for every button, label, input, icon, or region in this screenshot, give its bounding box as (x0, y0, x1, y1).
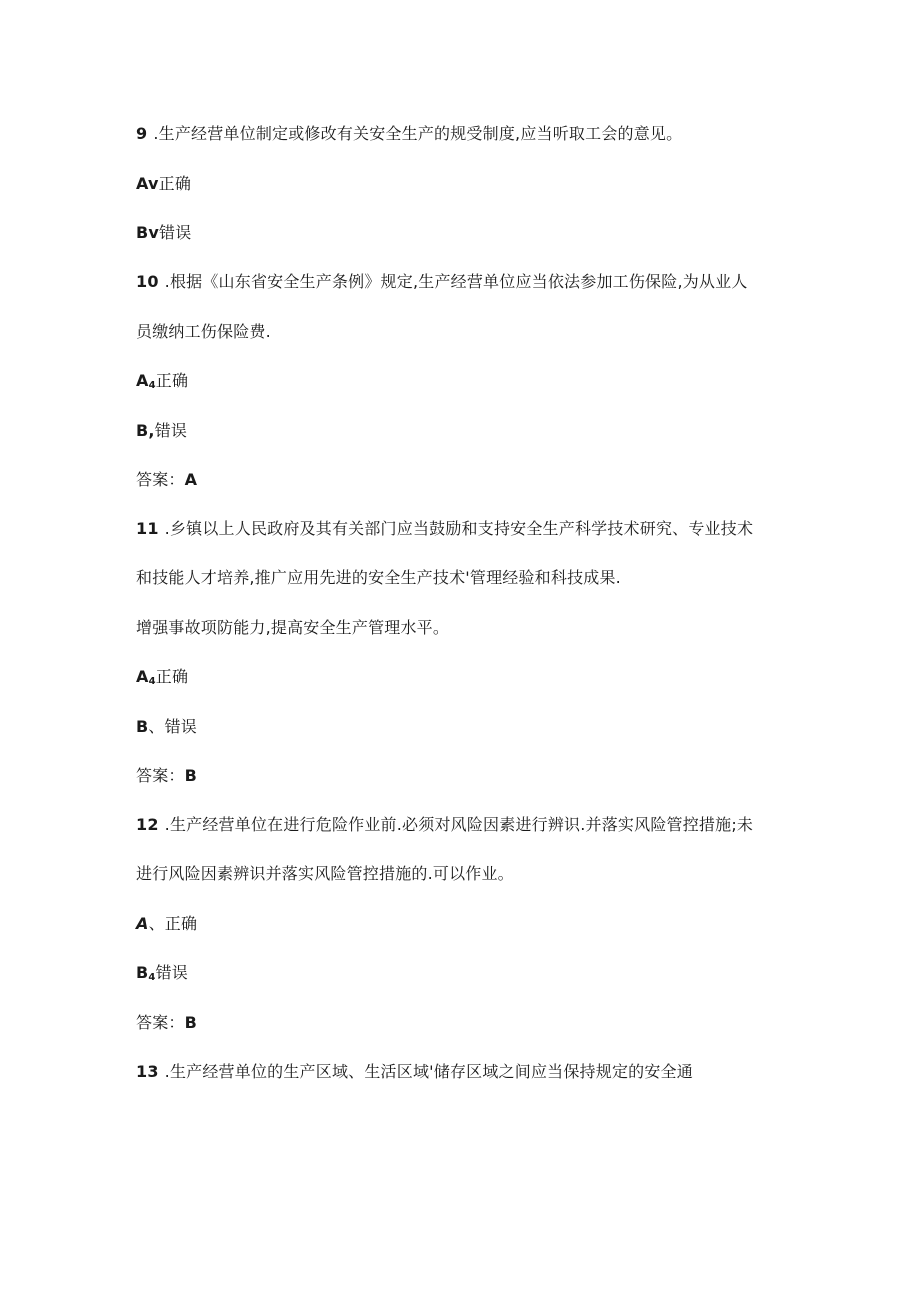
option-subscript: 4 (148, 972, 156, 983)
question-text: .生产经营单位在进行危险作业前.必须对风险因素进行辨识.并落实风险管控措施;未 (164, 815, 754, 834)
option-text: 、错误 (148, 717, 198, 736)
question-12 (136, 814, 753, 836)
option-a (136, 370, 188, 397)
question-text: .生产经营单位制定或修改有关安全生产的规受制度,应当听取工会的意见。 (153, 124, 683, 143)
question-number: 11 (136, 519, 159, 538)
question-number: 12 (136, 815, 159, 834)
option-a (136, 913, 197, 935)
question-text: 员缴纳工伤保险费. (136, 322, 271, 341)
question-text: 和技能人才培养,推广应用先进的安全生产技术'管理经验和科技成果. (136, 568, 621, 587)
option-letter: Av (136, 174, 159, 193)
option-letter: B (136, 717, 149, 736)
question-text: 进行风险因素辨识并落实风险管控措施的.可以作业。 (136, 864, 514, 883)
question-number: 9 (136, 124, 148, 143)
option-text: 错误 (155, 963, 188, 982)
question-text: .生产经营单位的生产区域、生活区域'储存区域之间应当保持规定的安全通 (164, 1062, 693, 1081)
option-a (136, 173, 191, 195)
option-subscript: 4 (148, 380, 156, 391)
question-9 (136, 123, 682, 145)
option-letter: A (136, 371, 149, 390)
answer-label: 答案： (136, 470, 185, 489)
question-11-continued (136, 567, 621, 589)
option-text: 正确 (155, 667, 189, 686)
question-10-continued (136, 321, 271, 343)
answer-value: B (184, 1013, 198, 1032)
question-text: .根据《山东省安全生产条例》规定,生产经营单位应当依法参加工伤保险,为从业人 (164, 272, 748, 291)
option-letter: B, (136, 421, 155, 440)
option-letter: A (136, 914, 149, 933)
question-11 (136, 518, 753, 540)
option-a (136, 666, 188, 693)
answer (136, 1012, 197, 1034)
answer-value: A (184, 470, 198, 489)
option-letter: Bv (136, 223, 160, 242)
option-text: 正确 (155, 371, 189, 390)
option-b (136, 962, 188, 989)
option-b (136, 222, 191, 244)
question-11-continued (136, 617, 449, 639)
option-text: 正确 (158, 174, 192, 193)
question-10 (136, 271, 748, 293)
answer-value: B (184, 766, 198, 785)
option-subscript: 4 (148, 676, 156, 687)
question-12-continued (136, 863, 514, 885)
answer (136, 765, 197, 787)
option-b (136, 420, 187, 442)
option-text: 、正确 (148, 914, 198, 933)
answer (136, 469, 197, 491)
option-letter: A (136, 667, 149, 686)
question-text: .乡镇以上人民政府及其有关部门应当鼓励和支持安全生产科学技术研究、专业技术 (164, 519, 754, 538)
question-number: 13 (136, 1062, 159, 1081)
question-text: 增强事故项防能力,提高安全生产管理水平。 (136, 618, 450, 637)
answer-label: 答案： (136, 766, 185, 785)
answer-label: 答案： (136, 1013, 185, 1032)
question-13 (136, 1061, 693, 1083)
option-b (136, 716, 197, 738)
question-number: 10 (136, 272, 159, 291)
option-text: 错误 (154, 421, 188, 440)
option-text: 错误 (159, 223, 192, 242)
option-letter: B (136, 963, 149, 982)
